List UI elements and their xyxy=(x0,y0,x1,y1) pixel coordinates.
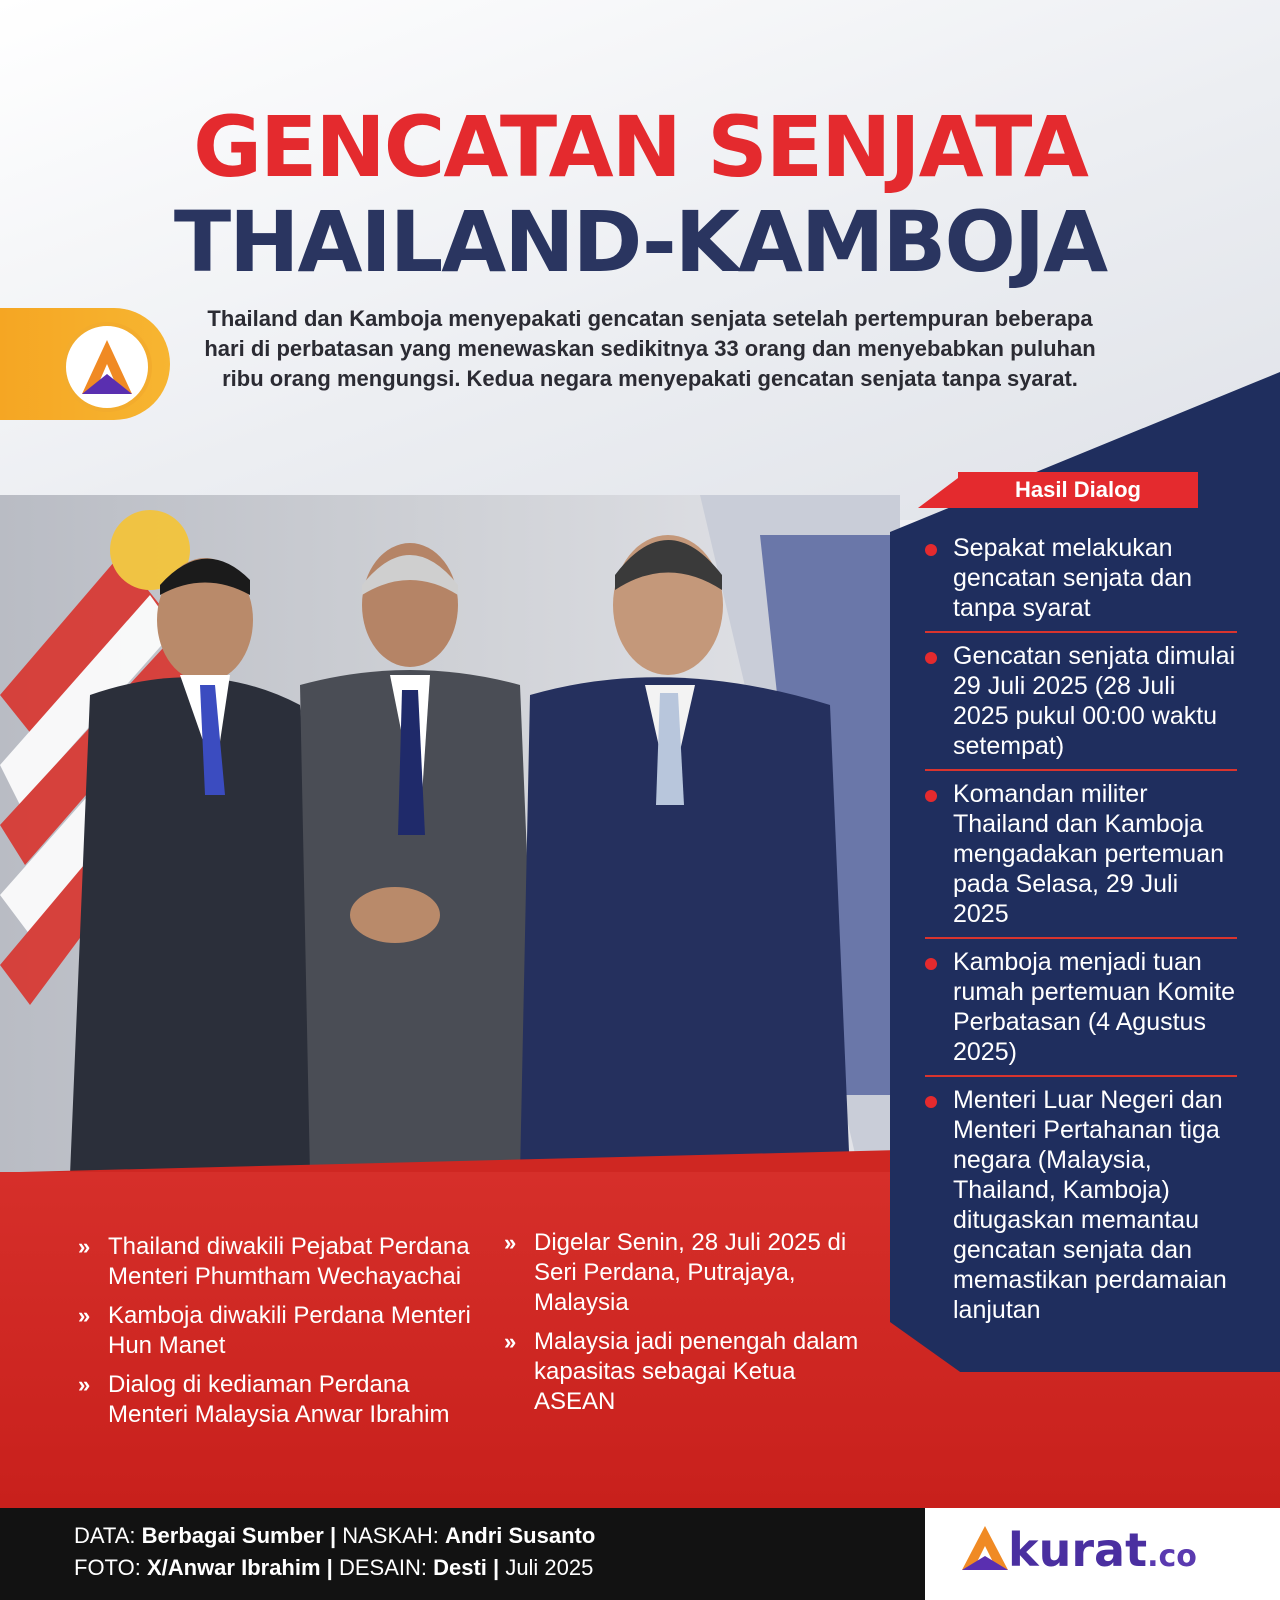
bullet-dot-icon xyxy=(925,1096,937,1108)
chevron-right-icon: » xyxy=(78,1303,91,1328)
credit-line-1: DATA: Berbagai Sumber | NASKAH: Andri Susanto xyxy=(74,1523,596,1548)
list-item: » Malaysia jadi penengah dalam kapasitas sebagai Ketua ASEAN xyxy=(504,1328,859,1415)
brand-a-icon xyxy=(962,1526,1008,1570)
leaders-handshake-photo xyxy=(0,495,900,1175)
bullet-dot-icon xyxy=(925,652,937,664)
title-line-2: THAILAND-KAMBOJA xyxy=(173,193,1107,291)
list-item: » Kamboja diwakili Perdana Menteri Hun Manet xyxy=(78,1302,471,1359)
list-item: Menteri Luar Negeri dan Menteri Pertahanan tiga negara (Malaysia, Thailand, Kamboja) ditugaskan memantau gencatan senjata dan memastikan perdamaian lanjutan xyxy=(925,1085,1237,1333)
results-list xyxy=(925,533,1237,1341)
list-item: Gencatan senjata dimulai 29 Juli 2025 (28 Juli 2025 pukul 00:00 waktu setempat) xyxy=(925,641,1237,771)
list-item: Komandan militer Thailand dan Kamboja mengadakan pertemuan pada Selasa, 29 Juli 2025 xyxy=(925,779,1237,939)
intro-paragraph: Thailand dan Kamboja menyepakati gencatan senjata setelah pertempuran beberapa hari di perbatasan yang menewaskan sedikitnya 33 orang dan menyebabkan puluhan ribu orang mengungsi. Kedua negara menyepakati gencatan senjata tanpa syarat. xyxy=(204,306,1096,391)
brand-logo: kurat.co xyxy=(962,1520,1197,1587)
list-item: Kamboja menjadi tuan rumah pertemuan Komite Perbatasan (4 Agustus 2025) xyxy=(925,947,1237,1077)
list-item: Sepakat melakukan gencatan senjata dan tanpa syarat xyxy=(925,533,1237,633)
title-line-1: GENCATAN SENJATA xyxy=(193,98,1087,196)
chevron-right-icon: » xyxy=(504,1230,517,1255)
credit-line-2: FOTO: X/Anwar Ibrahim | DESAIN: Desti | Juli 2025 xyxy=(74,1555,594,1580)
results-heading: Hasil Dialog xyxy=(958,472,1198,508)
chevron-right-icon: » xyxy=(78,1234,91,1259)
list-item: » Digelar Senin, 28 Juli 2025 di Seri Perdana, Putrajaya, Malaysia xyxy=(504,1229,847,1316)
chevron-right-icon: » xyxy=(504,1329,517,1354)
list-item: » Thailand diwakili Pejabat Perdana Menteri Phumtham Wechayachai xyxy=(78,1233,470,1290)
bullet-dot-icon xyxy=(925,790,937,802)
facts-list-right xyxy=(504,1228,874,1426)
chevron-right-icon: » xyxy=(78,1372,91,1397)
bullet-dot-icon xyxy=(925,544,937,556)
bullet-dot-icon xyxy=(925,958,937,970)
akurat-logo-icon xyxy=(62,322,152,412)
list-item: » Dialog di kediaman Perdana Menteri Malaysia Anwar Ibrahim xyxy=(78,1371,450,1428)
facts-list-left xyxy=(78,1232,478,1439)
